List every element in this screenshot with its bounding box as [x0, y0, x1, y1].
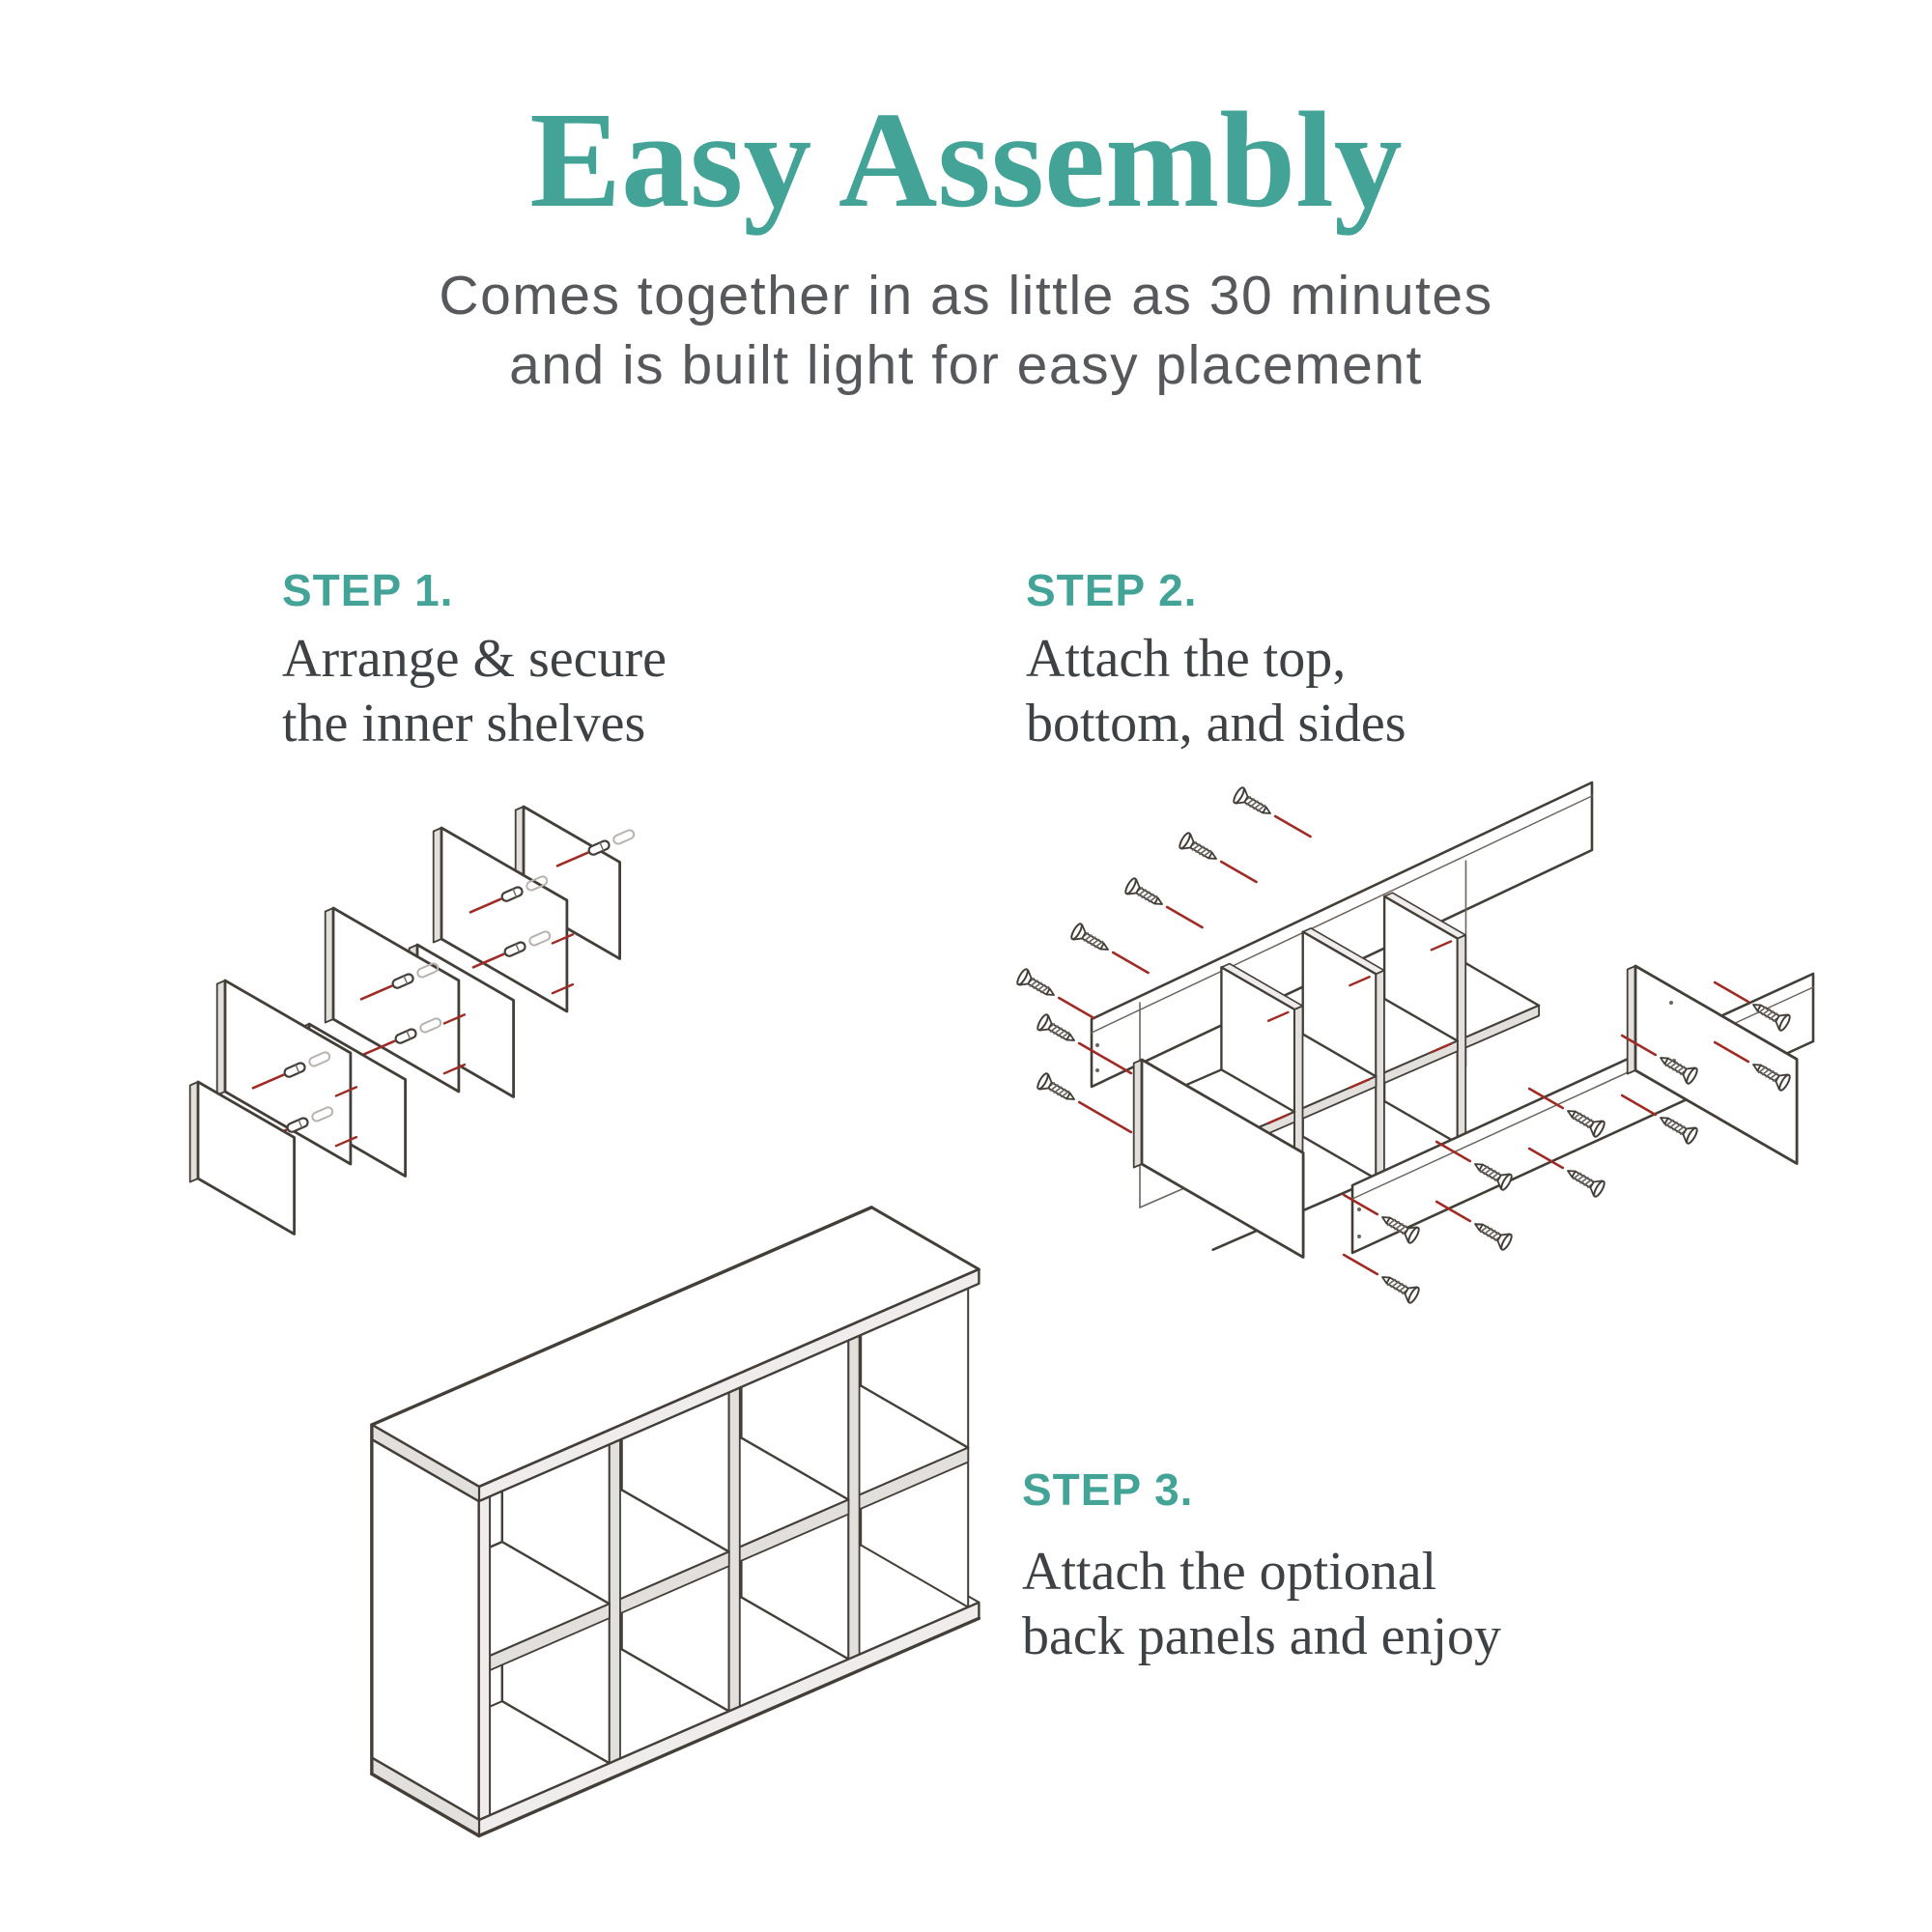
step-3-text: Attach the optional back panels and enjoy	[1022, 1542, 1502, 1666]
step-1-text: Arrange & secure the inner shelves	[282, 629, 668, 753]
step-1-block	[282, 566, 667, 756]
step-3-block	[1022, 1465, 1501, 1669]
step-2-text: Attach the top, bottom, and sides	[1026, 629, 1406, 753]
step-2-block	[1026, 566, 1406, 756]
step-3-diagram	[357, 1183, 1014, 1860]
step-1-label: STEP 1.	[282, 565, 454, 615]
subtitle-line-1: Comes together in as little as 30 minutes	[439, 265, 1493, 327]
page-title: Easy Assembly	[529, 83, 1403, 236]
step-2-label: STEP 2.	[1026, 565, 1198, 615]
page-subtitle	[0, 261, 1932, 400]
subtitle-line-2: and is built light for easy placement	[509, 334, 1423, 396]
step-3-label: STEP 3.	[1022, 1464, 1194, 1515]
step-2-diagram	[995, 763, 1884, 1343]
